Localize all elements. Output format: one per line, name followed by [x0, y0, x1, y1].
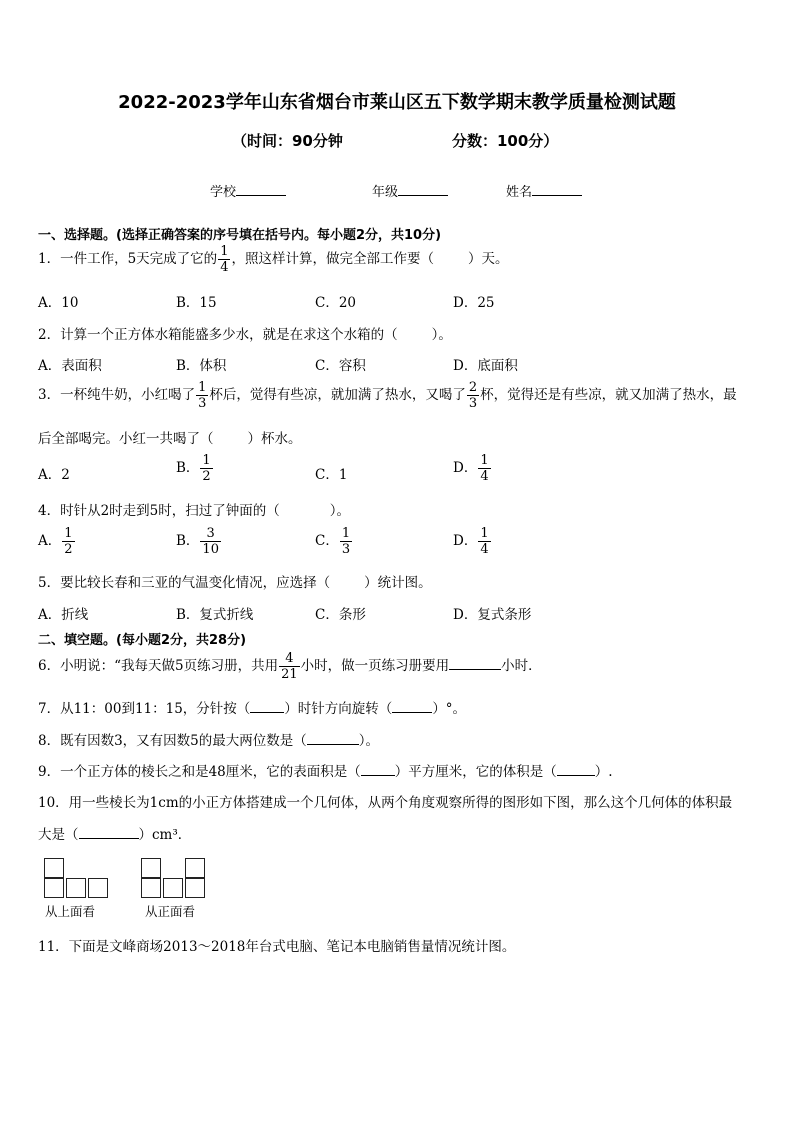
- question-5: [38, 571, 432, 591]
- q2-option-c[interactable]: C．容积: [315, 358, 366, 374]
- front-view-cell: [185, 858, 205, 878]
- q4-option-b-label: B．: [176, 533, 200, 549]
- exam-time: （时间：90分钟: [232, 132, 343, 150]
- q6-text-end: 小时．: [501, 658, 542, 674]
- top-view-cell: [44, 878, 64, 898]
- q6-fraction: $\frac{4}{21}$: [281, 651, 298, 682]
- question-4: [38, 499, 350, 519]
- q10-text-end: ）cm³．: [138, 827, 192, 843]
- q3-option-d-fraction: $\frac{1}{4}$: [480, 453, 489, 484]
- grade-field: [372, 181, 448, 200]
- top-view-cell: [88, 878, 108, 898]
- q6-text: 6．小明说：“我每天做5页练习册，共用: [38, 658, 279, 674]
- q9-answer-blank-1[interactable]: [361, 763, 395, 776]
- q9-text: 9．一个正方体的棱长之和是48厘米，它的表面积是（: [38, 764, 361, 780]
- q7-text: 7．从11：00到11：15，分针按（: [38, 701, 251, 717]
- q4-option-d[interactable]: [453, 526, 492, 557]
- exam-score: 分数：100分）: [452, 132, 559, 150]
- q5-option-d[interactable]: D．复式条形: [453, 607, 532, 623]
- q4-option-c-label: C．: [315, 533, 339, 549]
- q1-text-2: ，照这样计算，做完全部工作要（: [231, 251, 434, 267]
- q9-text-end: ）.: [594, 764, 613, 780]
- question-1: [38, 244, 508, 275]
- front-view-cell: [141, 878, 161, 898]
- q6-text-2: 小时，做一页练习册要用: [300, 658, 450, 674]
- q8-answer-blank[interactable]: [307, 732, 359, 745]
- q5-text-end: ）统计图。: [364, 575, 432, 591]
- q3-fraction-1: $\frac{1}{3}$: [198, 380, 207, 411]
- question-10: 10．用一些棱长为1cm的小正方体搭建成一个几何体，从两个角度观察所得的图形如下图，那么这个几何体的体积最: [38, 795, 733, 811]
- front-view-figure: [141, 858, 207, 900]
- top-view-caption: 从上面看: [45, 904, 96, 919]
- q7-answer-blank-1[interactable]: [250, 700, 284, 713]
- q3-option-b-label: B．: [176, 460, 200, 476]
- q10-text: 大是（: [38, 827, 79, 843]
- q10-answer-blank[interactable]: [79, 826, 139, 839]
- q3-option-d-label: D．: [453, 460, 478, 476]
- question-6: [38, 651, 542, 682]
- q9-answer-blank-2[interactable]: [557, 763, 595, 776]
- top-view-cell: [44, 858, 64, 878]
- q1-option-a[interactable]: A．10: [38, 295, 79, 311]
- q4-option-a-label: A．: [38, 533, 62, 549]
- q4-option-b-fraction: $\frac{3}{10}$: [202, 526, 219, 557]
- question-3-line-2: [38, 427, 302, 447]
- q1-option-b[interactable]: B．15: [176, 295, 217, 311]
- q3-option-c[interactable]: C．1: [315, 467, 348, 483]
- q3-text-3: 杯，觉得还是有些凉，就又加满了热水，最: [480, 387, 737, 403]
- q9-text-2: ）平方厘米，它的体积是（: [394, 764, 557, 780]
- front-view-cell: [185, 878, 205, 898]
- q4-option-d-fraction: $\frac{1}{4}$: [480, 526, 489, 557]
- q1-text-end: ）天。: [467, 251, 509, 267]
- q4-text: 4．时针从2时走到5时，扫过了钟面的（: [38, 503, 280, 519]
- question-11: 11．下面是文峰商场2013～2018年台式电脑、笔记本电脑销售量情况统计图。: [38, 939, 516, 955]
- q5-text: 5．要比较长春和三亚的气温变化情况，应选择（: [38, 575, 331, 591]
- q3-text-2: 杯后，觉得有些凉，就加满了热水，又喝了: [209, 387, 466, 403]
- name-blank[interactable]: [532, 182, 582, 196]
- q4-text-end: ）。: [329, 503, 351, 519]
- top-view-cell: [66, 878, 86, 898]
- grade-label: 年级: [372, 185, 399, 200]
- q3-option-a[interactable]: A．2: [38, 467, 70, 483]
- q3-option-d[interactable]: [453, 453, 492, 484]
- q4-option-a[interactable]: [38, 526, 76, 557]
- grade-blank[interactable]: [398, 182, 448, 196]
- q7-answer-blank-2[interactable]: [392, 700, 432, 713]
- q1-option-c[interactable]: C．20: [315, 295, 357, 311]
- q4-option-c-fraction: $\frac{1}{3}$: [341, 526, 351, 557]
- q3-fraction-2: $\frac{2}{3}$: [468, 380, 478, 411]
- top-view-figure: [44, 858, 110, 900]
- question-2: [38, 323, 452, 343]
- school-blank[interactable]: [236, 182, 286, 196]
- q4-option-d-label: D．: [453, 533, 478, 549]
- school-field: [210, 181, 286, 200]
- q5-option-c[interactable]: C．条形: [315, 607, 366, 623]
- q3-option-b-fraction: $\frac{1}{2}$: [202, 453, 211, 484]
- q1-text: 1．一件工作，5天完成了它的: [38, 251, 218, 267]
- q2-text: 2．计算一个正方体水箱能盛多少水，就是在求这个水箱的（: [38, 327, 398, 343]
- q1-fraction: $\frac{1}{4}$: [220, 244, 229, 275]
- question-3: [38, 380, 737, 411]
- question-8: [38, 729, 379, 749]
- q4-option-a-fraction: $\frac{1}{2}$: [64, 526, 73, 557]
- front-view-cell: [141, 858, 161, 878]
- front-view-cell: [163, 878, 183, 898]
- q1-option-d[interactable]: D．25: [453, 295, 495, 311]
- exam-title: 2022-2023学年山东省烟台市莱山区五下数学期末教学质量检测试题: [118, 92, 676, 113]
- q2-option-a[interactable]: A．表面积: [38, 358, 102, 374]
- q4-option-b[interactable]: [176, 526, 222, 557]
- q7-text-2: ）时针方向旋转（: [284, 701, 393, 717]
- q2-text-end: ）。: [431, 327, 452, 343]
- q4-option-c[interactable]: [315, 526, 353, 557]
- q3-text-end: ）杯水。: [247, 431, 302, 447]
- q5-option-b[interactable]: B．复式折线: [176, 607, 254, 623]
- q6-answer-blank[interactable]: [449, 657, 501, 670]
- q8-text: 8．既有因数3，又有因数5的最大两位数是（: [38, 733, 307, 749]
- section-1-heading: 一、选择题。(选择正确答案的序号填在括号内。每小题2分，共10分): [38, 228, 442, 243]
- question-7: [38, 697, 466, 717]
- section-2-heading: 二、填空题。(每小题2分，共28分): [38, 633, 247, 648]
- q3-text-4: 后全部喝完。小红一共喝了（: [38, 431, 214, 447]
- q7-text-end: ）°。: [432, 701, 467, 717]
- q3-text-1: 3．一杯纯牛奶，小红喝了: [38, 387, 196, 403]
- q2-option-d[interactable]: D．底面积: [453, 358, 518, 374]
- q3-option-b[interactable]: [176, 453, 214, 484]
- school-label: 学校: [210, 185, 237, 200]
- front-view-caption: 从正面看: [145, 904, 196, 919]
- q8-text-end: ）。: [358, 733, 380, 749]
- name-field: [506, 181, 582, 200]
- q2-option-b[interactable]: B．体积: [176, 358, 227, 374]
- question-9: [38, 760, 613, 780]
- q5-option-a[interactable]: A．折线: [38, 607, 89, 623]
- name-label: 姓名: [506, 185, 533, 200]
- question-10-line-2: [38, 823, 191, 843]
